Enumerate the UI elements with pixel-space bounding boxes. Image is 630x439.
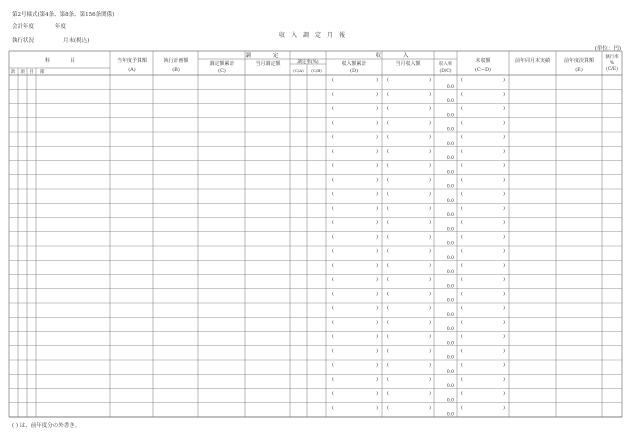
uncollected-bracket-open: ( <box>461 262 463 269</box>
receipt-rate-value: 0.0 <box>446 412 454 418</box>
receipt-cum-bracket-close: ) <box>376 162 378 169</box>
receipt-month-bracket-open: ( <box>387 162 389 169</box>
receipt-rate-value: 0.0 <box>446 398 454 404</box>
uncollected-bracket-open: ( <box>461 191 463 198</box>
receipt-month-bracket-close: ) <box>429 105 431 112</box>
receipt-rate-value: 0.0 <box>446 384 454 390</box>
receipt-cum-bracket-close: ) <box>376 219 378 226</box>
receipt-cum-bracket-close: ) <box>376 91 378 98</box>
receipt-cum-bracket-close: ) <box>376 148 378 155</box>
receipt-cum-bracket-close: ) <box>376 248 378 255</box>
uncollected-bracket-open: ( <box>461 233 463 240</box>
receipt-cum-bracket-open: ( <box>332 191 334 198</box>
receipt-month-bracket-close: ) <box>429 205 431 212</box>
status-value: 月末(税込) <box>63 38 90 44</box>
receipt-month-bracket-open: ( <box>387 91 389 98</box>
receipt-month-bracket-open: ( <box>387 333 389 340</box>
receipt-cum-bracket-close: ) <box>376 290 378 297</box>
uncollected-bracket-close: ) <box>503 362 505 369</box>
uncollected-bracket-close: ) <box>503 404 505 411</box>
receipt-cum-bracket-open: ( <box>332 248 334 255</box>
receipt-month-bracket-open: ( <box>387 319 389 326</box>
receipt-cum-bracket-open: ( <box>332 148 334 155</box>
header-assess-month: 当月調定額 <box>255 61 281 67</box>
form-number: 第2号様式(第4条、第8条、第156条関係) <box>12 12 115 18</box>
receipt-cum-bracket-close: ) <box>376 376 378 383</box>
uncollected-bracket-close: ) <box>503 233 505 240</box>
receipt-rate-value: 0.0 <box>446 213 454 219</box>
receipt-rate-value: 0.0 <box>446 141 454 147</box>
uncollected-bracket-close: ) <box>503 390 505 397</box>
receipt-month-bracket-open: ( <box>387 262 389 269</box>
uncollected-bracket-close: ) <box>503 205 505 212</box>
receipt-cum-bracket-open: ( <box>332 77 334 84</box>
receipt-cum-bracket-open: ( <box>332 119 334 126</box>
receipt-rate-value: 0.0 <box>446 284 454 290</box>
receipt-rate-value: 0.0 <box>446 99 454 105</box>
receipt-cum-bracket-close: ) <box>376 176 378 183</box>
receipt-rate-value: 0.0 <box>446 227 454 233</box>
uncollected-bracket-open: ( <box>461 347 463 354</box>
uncollected-bracket-open: ( <box>461 77 463 84</box>
uncollected-bracket-open: ( <box>461 305 463 312</box>
receipt-month-bracket-open: ( <box>387 305 389 312</box>
receipt-month-bracket-open: ( <box>387 290 389 297</box>
uncollected-bracket-open: ( <box>461 219 463 226</box>
receipt-cum-bracket-close: ) <box>376 333 378 340</box>
receipt-month-bracket-open: ( <box>387 248 389 255</box>
header-subj-kou: 項 <box>20 70 25 75</box>
receipt-month-bracket-close: ) <box>429 404 431 411</box>
header-budget: 当年度予算額 <box>116 58 148 64</box>
uncollected-bracket-close: ) <box>503 276 505 283</box>
receipt-month-bracket-open: ( <box>387 119 389 126</box>
header-plan-code: (B) <box>172 67 180 73</box>
header-subj-setsu: 節 <box>40 70 45 75</box>
uncollected-bracket-open: ( <box>461 105 463 112</box>
receipt-month-bracket-close: ) <box>429 176 431 183</box>
footnote: ( ) は、前年度分の外書き。 <box>12 423 81 429</box>
receipt-month-bracket-open: ( <box>387 176 389 183</box>
receipt-month-bracket-close: ) <box>429 262 431 269</box>
receipt-rate-value: 0.0 <box>446 270 454 276</box>
uncollected-bracket-close: ) <box>503 319 505 326</box>
receipt-cum-bracket-open: ( <box>332 134 334 141</box>
header-prev-year-actual: 前年同月末実績 <box>514 58 551 64</box>
receipt-cum-bracket-open: ( <box>332 91 334 98</box>
receipt-cum-bracket-open: ( <box>332 219 334 226</box>
header-assess-rate: 調定率(%) <box>297 60 319 65</box>
status-label: 執行状況 <box>12 38 35 44</box>
header-receipt-cum: 収入額累計 <box>341 61 367 67</box>
header-subj-moku: 目 <box>29 70 34 75</box>
receipt-rate-value: 0.0 <box>446 184 454 190</box>
uncollected-bracket-close: ) <box>503 305 505 312</box>
receipt-month-bracket-close: ) <box>429 333 431 340</box>
receipt-cum-bracket-close: ) <box>376 305 378 312</box>
header-receipt-month: 当月収入額 <box>395 61 421 67</box>
receipt-month-bracket-open: ( <box>387 191 389 198</box>
uncollected-bracket-close: ) <box>503 290 505 297</box>
receipt-month-bracket-close: ) <box>429 77 431 84</box>
uncollected-bracket-open: ( <box>461 319 463 326</box>
receipt-month-bracket-open: ( <box>387 148 389 155</box>
uncollected-bracket-close: ) <box>503 262 505 269</box>
header-uncollected: 未収額 <box>475 58 491 64</box>
receipt-rate-value: 0.0 <box>446 241 454 247</box>
uncollected-bracket-open: ( <box>461 362 463 369</box>
receipt-cum-bracket-open: ( <box>332 347 334 354</box>
receipt-month-bracket-close: ) <box>429 276 431 283</box>
header-receipt-rate: 収入率 <box>438 62 453 67</box>
uncollected-bracket-close: ) <box>503 119 505 126</box>
receipt-cum-bracket-open: ( <box>332 176 334 183</box>
receipt-rate-value: 0.0 <box>446 127 454 133</box>
receipt-month-bracket-close: ) <box>429 376 431 383</box>
receipt-rate-value: 0.0 <box>446 113 454 119</box>
uncollected-bracket-open: ( <box>461 290 463 297</box>
receipt-rate-value: 0.0 <box>446 355 454 361</box>
uncollected-bracket-close: ) <box>503 248 505 255</box>
receipt-month-bracket-close: ) <box>429 347 431 354</box>
receipt-cum-bracket-close: ) <box>376 77 378 84</box>
uncollected-bracket-close: ) <box>503 134 505 141</box>
receipt-month-bracket-close: ) <box>429 119 431 126</box>
receipt-cum-bracket-close: ) <box>376 347 378 354</box>
receipt-month-bracket-open: ( <box>387 77 389 84</box>
receipt-cum-bracket-open: ( <box>332 205 334 212</box>
receipt-rate-value: 0.0 <box>446 255 454 261</box>
receipt-rate-value: 0.0 <box>446 369 454 375</box>
receipt-cum-bracket-open: ( <box>332 290 334 297</box>
header-subject: 科 目 <box>44 58 76 64</box>
receipt-cum-bracket-close: ) <box>376 105 378 112</box>
receipt-cum-bracket-close: ) <box>376 404 378 411</box>
receipt-cum-bracket-close: ) <box>376 319 378 326</box>
receipt-cum-bracket-close: ) <box>376 233 378 240</box>
receipt-cum-bracket-open: ( <box>332 233 334 240</box>
header-receipt-cum-code: (D) <box>350 68 358 74</box>
receipt-month-bracket-close: ) <box>429 290 431 297</box>
receipt-month-bracket-close: ) <box>429 134 431 141</box>
receipt-rate-value: 0.0 <box>446 341 454 347</box>
receipt-cum-bracket-open: ( <box>332 376 334 383</box>
header-assessment-group: 調 定 <box>245 53 279 59</box>
receipt-cum-bracket-open: ( <box>332 333 334 340</box>
receipt-month-bracket-open: ( <box>387 205 389 212</box>
unit-label: (単位：円) <box>594 46 621 52</box>
receipt-cum-bracket-close: ) <box>376 390 378 397</box>
report-title: 収入調定月報 <box>278 32 351 39</box>
header-exec-rate-code: (C/E) <box>606 67 618 72</box>
uncollected-bracket-close: ) <box>503 376 505 383</box>
receipt-month-bracket-close: ) <box>429 305 431 312</box>
uncollected-bracket-close: ) <box>503 219 505 226</box>
header-assess-rate-cb: (C/B) <box>311 68 322 73</box>
receipt-month-bracket-close: ) <box>429 162 431 169</box>
uncollected-bracket-open: ( <box>461 205 463 212</box>
receipt-month-bracket-open: ( <box>387 134 389 141</box>
receipt-month-bracket-close: ) <box>429 191 431 198</box>
header-uncollected-code: (C−D) <box>475 67 491 73</box>
receipt-cum-bracket-open: ( <box>332 404 334 411</box>
receipt-rate-value: 0.0 <box>446 327 454 333</box>
uncollected-bracket-close: ) <box>503 176 505 183</box>
receipt-month-bracket-close: ) <box>429 148 431 155</box>
uncollected-bracket-open: ( <box>461 119 463 126</box>
fiscal-year-label: 会計年度 <box>12 24 35 30</box>
header-budget-code: (A) <box>128 67 136 73</box>
receipt-cum-bracket-open: ( <box>332 105 334 112</box>
header-assess-cum: 調定額累計 <box>209 61 235 67</box>
uncollected-bracket-open: ( <box>461 134 463 141</box>
receipt-rate-value: 0.0 <box>446 312 454 318</box>
receipt-cum-bracket-close: ) <box>376 276 378 283</box>
receipt-month-bracket-close: ) <box>429 390 431 397</box>
uncollected-bracket-open: ( <box>461 404 463 411</box>
header-plan: 執行計画額 <box>163 58 189 64</box>
uncollected-bracket-close: ) <box>503 333 505 340</box>
receipt-month-bracket-open: ( <box>387 390 389 397</box>
header-receipt-group: 収 入 <box>375 53 409 59</box>
header-subj-kan: 款 <box>10 70 16 75</box>
receipt-cum-bracket-open: ( <box>332 319 334 326</box>
receipt-month-bracket-close: ) <box>429 233 431 240</box>
uncollected-bracket-open: ( <box>461 148 463 155</box>
header-assess-rate-ca: (C/A) <box>293 68 304 73</box>
header-assess-cum-code: (C) <box>218 68 226 74</box>
receipt-month-bracket-open: ( <box>387 347 389 354</box>
receipt-month-bracket-close: ) <box>429 248 431 255</box>
receipt-cum-bracket-close: ) <box>376 362 378 369</box>
receipt-rate-value: 0.0 <box>446 84 454 90</box>
receipt-cum-bracket-close: ) <box>376 205 378 212</box>
receipt-cum-bracket-close: ) <box>376 191 378 198</box>
header-receipt-rate-code: (D/C) <box>439 69 452 74</box>
uncollected-bracket-open: ( <box>461 176 463 183</box>
receipt-month-bracket-close: ) <box>429 91 431 98</box>
receipt-month-bracket-open: ( <box>387 276 389 283</box>
receipt-cum-bracket-open: ( <box>332 305 334 312</box>
receipt-rate-value: 0.0 <box>446 170 454 176</box>
header-final-budget: 前年度決算額 <box>563 58 595 64</box>
header-final-budget-code: (E) <box>575 67 583 73</box>
uncollected-bracket-open: ( <box>461 276 463 283</box>
receipt-rate-value: 0.0 <box>446 156 454 162</box>
uncollected-bracket-close: ) <box>503 77 505 84</box>
header-exec-rate: 執行率 <box>605 55 619 60</box>
receipt-month-bracket-close: ) <box>429 362 431 369</box>
receipt-month-bracket-open: ( <box>387 362 389 369</box>
uncollected-bracket-close: ) <box>503 105 505 112</box>
uncollected-bracket-open: ( <box>461 390 463 397</box>
receipt-cum-bracket-open: ( <box>332 362 334 369</box>
receipt-month-bracket-close: ) <box>429 319 431 326</box>
uncollected-bracket-open: ( <box>461 248 463 255</box>
uncollected-bracket-open: ( <box>461 333 463 340</box>
receipt-month-bracket-close: ) <box>429 219 431 226</box>
receipt-cum-bracket-close: ) <box>376 134 378 141</box>
receipt-month-bracket-open: ( <box>387 219 389 226</box>
uncollected-bracket-close: ) <box>503 91 505 98</box>
receipt-cum-bracket-close: ) <box>376 262 378 269</box>
uncollected-bracket-close: ) <box>503 148 505 155</box>
receipt-cum-bracket-open: ( <box>332 162 334 169</box>
header-exec-rate-pct: % <box>609 61 615 66</box>
receipt-cum-bracket-open: ( <box>332 390 334 397</box>
receipt-month-bracket-open: ( <box>387 233 389 240</box>
uncollected-bracket-close: ) <box>503 162 505 169</box>
receipt-cum-bracket-close: ) <box>376 119 378 126</box>
uncollected-bracket-open: ( <box>461 162 463 169</box>
receipt-rate-value: 0.0 <box>446 198 454 204</box>
fiscal-year-suffix: 年度 <box>55 24 67 30</box>
uncollected-bracket-open: ( <box>461 91 463 98</box>
receipt-cum-bracket-open: ( <box>332 276 334 283</box>
receipt-month-bracket-open: ( <box>387 404 389 411</box>
uncollected-bracket-close: ) <box>503 347 505 354</box>
receipt-rate-value: 0.0 <box>446 298 454 304</box>
receipt-month-bracket-open: ( <box>387 105 389 112</box>
receipt-cum-bracket-open: ( <box>332 262 334 269</box>
uncollected-bracket-close: ) <box>503 191 505 198</box>
uncollected-bracket-open: ( <box>461 376 463 383</box>
receipt-month-bracket-open: ( <box>387 376 389 383</box>
